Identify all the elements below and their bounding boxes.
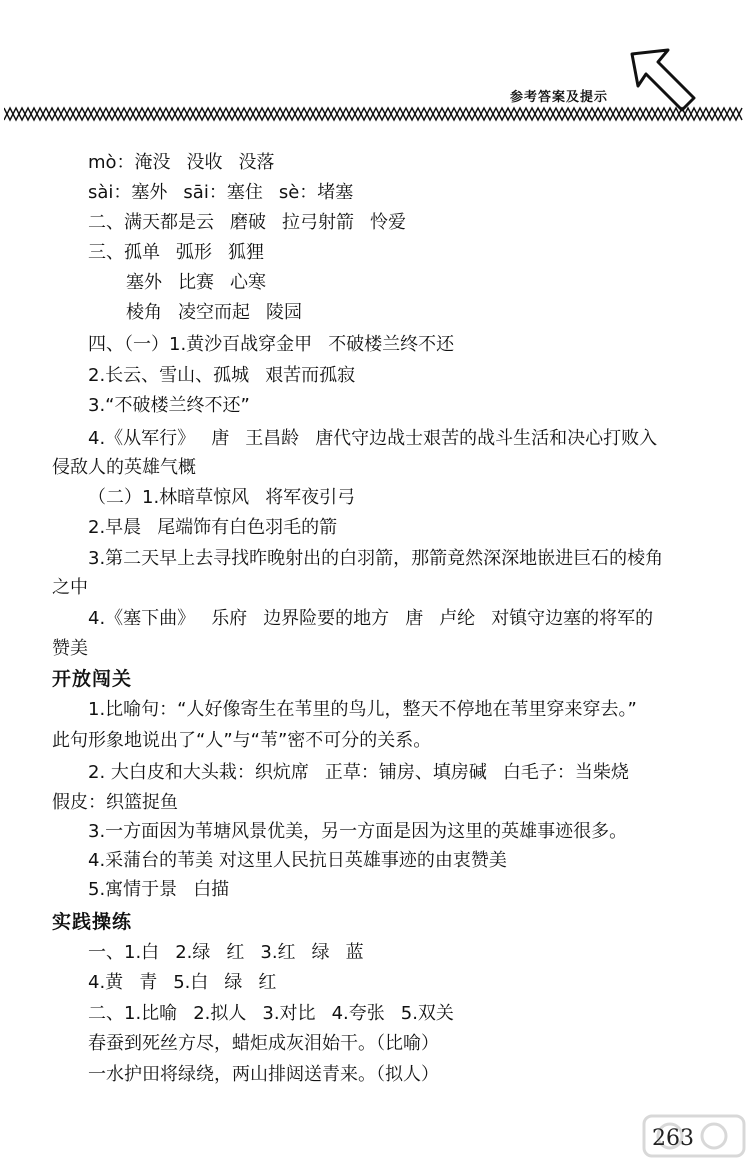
text-line: 春蚕到死丝方尽，蜡炬成灰泪始干。（比喻） — [88, 1033, 439, 1054]
text-line: 塞外 比赛 心寒 — [126, 272, 266, 293]
text-line: 1.比喻句：“人好像寄生在苇里的鸟儿，整天不停地在苇里穿来穿去。” — [88, 699, 637, 720]
text-line: 2.长云、雪山、孤城 艰苦而孤寂 — [88, 365, 356, 386]
section-heading: 开放闯关 — [52, 668, 133, 690]
page-number: 263 — [652, 1126, 694, 1151]
text-line: 三、孤单 弧形 狐狸 — [88, 242, 264, 263]
text-line: 此句形象地说出了“人”与“苇”密不可分的关系。 — [52, 730, 432, 751]
text-line: 3.“不破楼兰终不还” — [88, 395, 250, 416]
text-line: 赞美 — [52, 638, 88, 659]
section-heading: 实践操练 — [52, 911, 133, 933]
text-line: 棱角 凌空而起 陵园 — [126, 302, 302, 323]
text-line: 5.寓情于景 白描 — [88, 879, 230, 900]
text-line: 3.一方面因为苇塘风景优美，另一方面是因为这里的英雄事迹很多。 — [88, 821, 628, 842]
text-line: 一水护田将绿绕，两山排闼送青来。（拟人） — [88, 1064, 439, 1085]
zigzag-divider — [4, 106, 746, 122]
text-line: 二、满天都是云 磨破 拉弓射箭 怜爱 — [88, 212, 406, 233]
text-line: sài：塞外 sāi：塞住 sè：堵塞 — [88, 182, 354, 203]
text-line: 之中 — [52, 577, 88, 598]
text-line: 3.第二天早上去寻找昨晚射出的白羽箭，那箭竟然深深地嵌进巨石的棱角 — [88, 548, 664, 569]
text-line: 4.黄 青 5.白 绿 红 — [88, 972, 277, 993]
text-line: 二、1.比喻 2.拟人 3.对比 4.夸张 5.双关 — [88, 1003, 454, 1024]
text-line: 4.《从军行》 唐 王昌龄 唐代守边战士艰苦的战斗生活和决心打败入 — [88, 428, 658, 449]
text-line: 假皮：织篮捉鱼 — [52, 792, 178, 813]
text-line: mò：淹没 没收 没落 — [88, 152, 275, 173]
text-line: 2.早晨 尾端饰有白色羽毛的箭 — [88, 517, 338, 538]
text-line: 侵敌人的英雄气概 — [52, 457, 196, 478]
text-line: 四、（一）1.黄沙百战穿金甲 不破楼兰终不还 — [88, 334, 455, 355]
text-line: 4.采蒲台的苇美 对这里人民抗日英雄事迹的由衷赞美 — [88, 850, 507, 871]
text-line: 4.《塞下曲》 乐府 边界险要的地方 唐 卢纶 对镇守边塞的将军的 — [88, 608, 654, 629]
text-line: 一、1.白 2.绿 红 3.红 绿 蓝 — [88, 942, 364, 963]
text-line: （二）1.林暗草惊风 将军夜引弓 — [88, 487, 356, 508]
text-line: 2. 大白皮和大头栽：织炕席 正草：铺房、填房碱 白毛子：当柴烧 — [88, 762, 629, 783]
section-header-label: 参考答案及提示 — [510, 90, 609, 105]
